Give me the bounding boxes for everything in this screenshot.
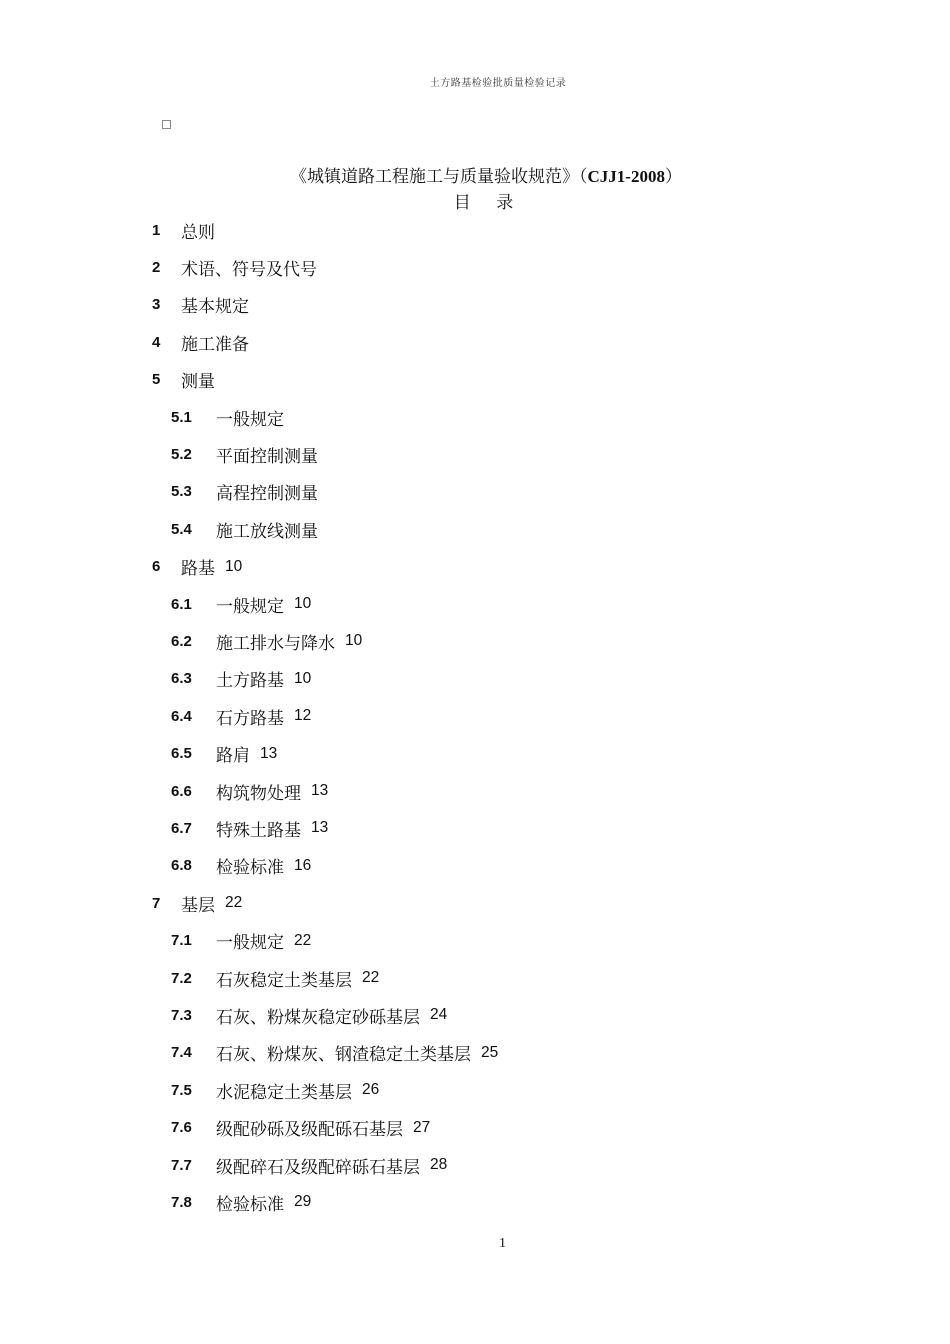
toc-entry[interactable]: [171, 814, 328, 842]
toc-entry-page: 29: [294, 1193, 312, 1211]
toc-entry[interactable]: [171, 702, 311, 730]
toc-entry-number: 4: [152, 333, 161, 351]
toc-entry-label: 石灰、粉煤灰、钢渣稳定土类基层: [216, 1045, 471, 1066]
toc-entry-page: 10: [294, 669, 312, 687]
toc-entry-number: 6.5: [171, 745, 192, 763]
toc-entry-label: 施工准备: [181, 334, 249, 355]
toc-entry-number: 5.1: [171, 408, 192, 426]
toc-entry[interactable]: [171, 403, 284, 431]
toc-entry[interactable]: [171, 1076, 379, 1104]
toc-entry-label: 石灰稳定土类基层: [216, 970, 352, 991]
page-number: 1: [499, 1236, 506, 1251]
toc-entry-label: 石方路基: [216, 708, 284, 729]
toc-entry-number: 7.3: [171, 1006, 192, 1024]
toc-entry-number: 6.2: [171, 632, 192, 650]
toc-entry-number: 5.3: [171, 483, 192, 501]
toc-entry[interactable]: [171, 1114, 430, 1142]
toc-entry-page: 13: [260, 744, 278, 762]
toc-entry-page: 27: [413, 1118, 431, 1136]
toc-entry-number: 6.7: [171, 819, 192, 837]
toc-entry-label: 测量: [181, 372, 215, 393]
document-title: [0, 162, 950, 187]
toc-entry-label: 高程控制测量: [216, 484, 318, 505]
toc-entry[interactable]: [171, 1151, 447, 1179]
toc-entry-label: 一般规定: [216, 933, 284, 954]
toc-entry[interactable]: [171, 665, 311, 693]
toc-entry[interactable]: [171, 1039, 498, 1067]
toc-entry-label: 施工放线测量: [216, 521, 318, 542]
toc-entry-page: 26: [362, 1081, 380, 1099]
toc-entry-number: 6.6: [171, 782, 192, 800]
toc-entry-page: 12: [294, 707, 312, 725]
toc-entry-number: 6.3: [171, 670, 192, 688]
toc-entry[interactable]: [152, 291, 249, 319]
toc-entry-label: 检验标准: [216, 858, 284, 879]
toc-entry[interactable]: [152, 553, 242, 581]
toc-entry-label: 石灰、粉煤灰稳定砂砾基层: [216, 1007, 420, 1028]
toc-entry-number: 7.6: [171, 1119, 192, 1137]
toc-entry-page: 24: [430, 1006, 448, 1024]
toc-entry-number: 6.8: [171, 857, 192, 875]
toc-entry-page: 28: [430, 1156, 448, 1173]
toc-entry-label: 级配碎石及级配碎砾石基层: [216, 1157, 420, 1178]
toc-entry[interactable]: [171, 740, 277, 768]
toc-entry-label: 基层: [181, 895, 215, 916]
toc-entry[interactable]: [171, 440, 318, 468]
toc-entry-label: 术语、符号及代号: [181, 259, 317, 280]
toc-entry[interactable]: [171, 515, 318, 543]
toc-entry[interactable]: [171, 627, 362, 655]
toc-entry-label: 一般规定: [216, 596, 284, 617]
toc-entry[interactable]: [152, 889, 242, 917]
checkbox-icon[interactable]: [162, 120, 171, 129]
toc-entry[interactable]: [152, 216, 215, 244]
toc-entry-number: 6.4: [171, 707, 192, 725]
toc-entry-label: 级配砂砾及级配砾石基层: [216, 1120, 403, 1141]
toc-entry-number: 7.8: [171, 1193, 192, 1211]
toc-entry-label: 总则: [181, 222, 215, 243]
title-code: CJJ1-2008: [587, 167, 665, 186]
toc-entry-number: 5.4: [171, 520, 192, 538]
toc-entry[interactable]: [171, 590, 311, 618]
toc-entry-page: 22: [362, 969, 380, 986]
toc-entry-label: 路基: [181, 559, 215, 580]
toc-entry-number: 5.2: [171, 445, 192, 463]
toc-entry-number: 7.1: [171, 932, 192, 950]
toc-entry[interactable]: [171, 1188, 311, 1216]
toc-entry-number: 6.1: [171, 595, 192, 613]
toc-entry[interactable]: [152, 253, 317, 281]
toc-entry-number: 3: [152, 296, 161, 314]
toc-entry-label: 路肩: [216, 746, 250, 767]
toc-entry-page: 13: [311, 782, 329, 799]
toc-entry-number: 1: [152, 221, 161, 239]
toc-entry-label: 水泥稳定土类基层: [216, 1082, 352, 1103]
toc-entry-number: 7.2: [171, 969, 192, 987]
title-main: 《城镇道路工程施工与质量验收规范》（: [290, 167, 588, 187]
toc-entry-label: 平面控制测量: [216, 446, 318, 467]
toc-entry-page: 25: [481, 1043, 499, 1061]
toc-entry-label: 一般规定: [216, 409, 284, 430]
toc-entry-number: 6: [152, 558, 161, 576]
toc-entry[interactable]: [171, 927, 311, 955]
toc-entry-number: 7.7: [171, 1156, 192, 1174]
toc-entry-page: 22: [225, 894, 243, 912]
toc-entry[interactable]: [152, 328, 249, 356]
toc-entry-number: 7.4: [171, 1044, 192, 1062]
toc-entry-number: 7: [152, 894, 161, 912]
toc-entry-page: 22: [294, 931, 312, 949]
toc-entry-page: 10: [345, 632, 363, 650]
toc-entry[interactable]: [152, 366, 215, 394]
toc-entry-number: 5: [152, 371, 161, 389]
toc-entry[interactable]: [171, 777, 328, 805]
toc-entry-label: 基本规定: [181, 297, 249, 318]
toc-entry[interactable]: [171, 1001, 447, 1029]
toc-entry-page: 13: [311, 819, 329, 837]
toc-entry-label: 特殊土路基: [216, 820, 301, 841]
toc-entry-number: 7.5: [171, 1081, 192, 1099]
toc-entry-page: 16: [294, 856, 312, 874]
running-header: 土方路基检验批质量检验记录: [429, 78, 567, 89]
toc-entry-page: 10: [225, 557, 243, 575]
toc-entry-page: 10: [294, 595, 312, 612]
title-close: ）: [664, 167, 682, 187]
toc-entry-label: 检验标准: [216, 1194, 284, 1215]
toc-entry[interactable]: [171, 852, 311, 880]
toc-entry-label: 构筑物处理: [216, 783, 301, 804]
toc-entry-label: 施工排水与降水: [216, 633, 335, 654]
toc-entry[interactable]: [171, 478, 318, 506]
toc-heading: 目 录: [453, 193, 524, 213]
toc-entry-number: 2: [152, 258, 161, 276]
toc-entry[interactable]: [171, 964, 379, 992]
toc-entry-label: 土方路基: [216, 671, 284, 692]
